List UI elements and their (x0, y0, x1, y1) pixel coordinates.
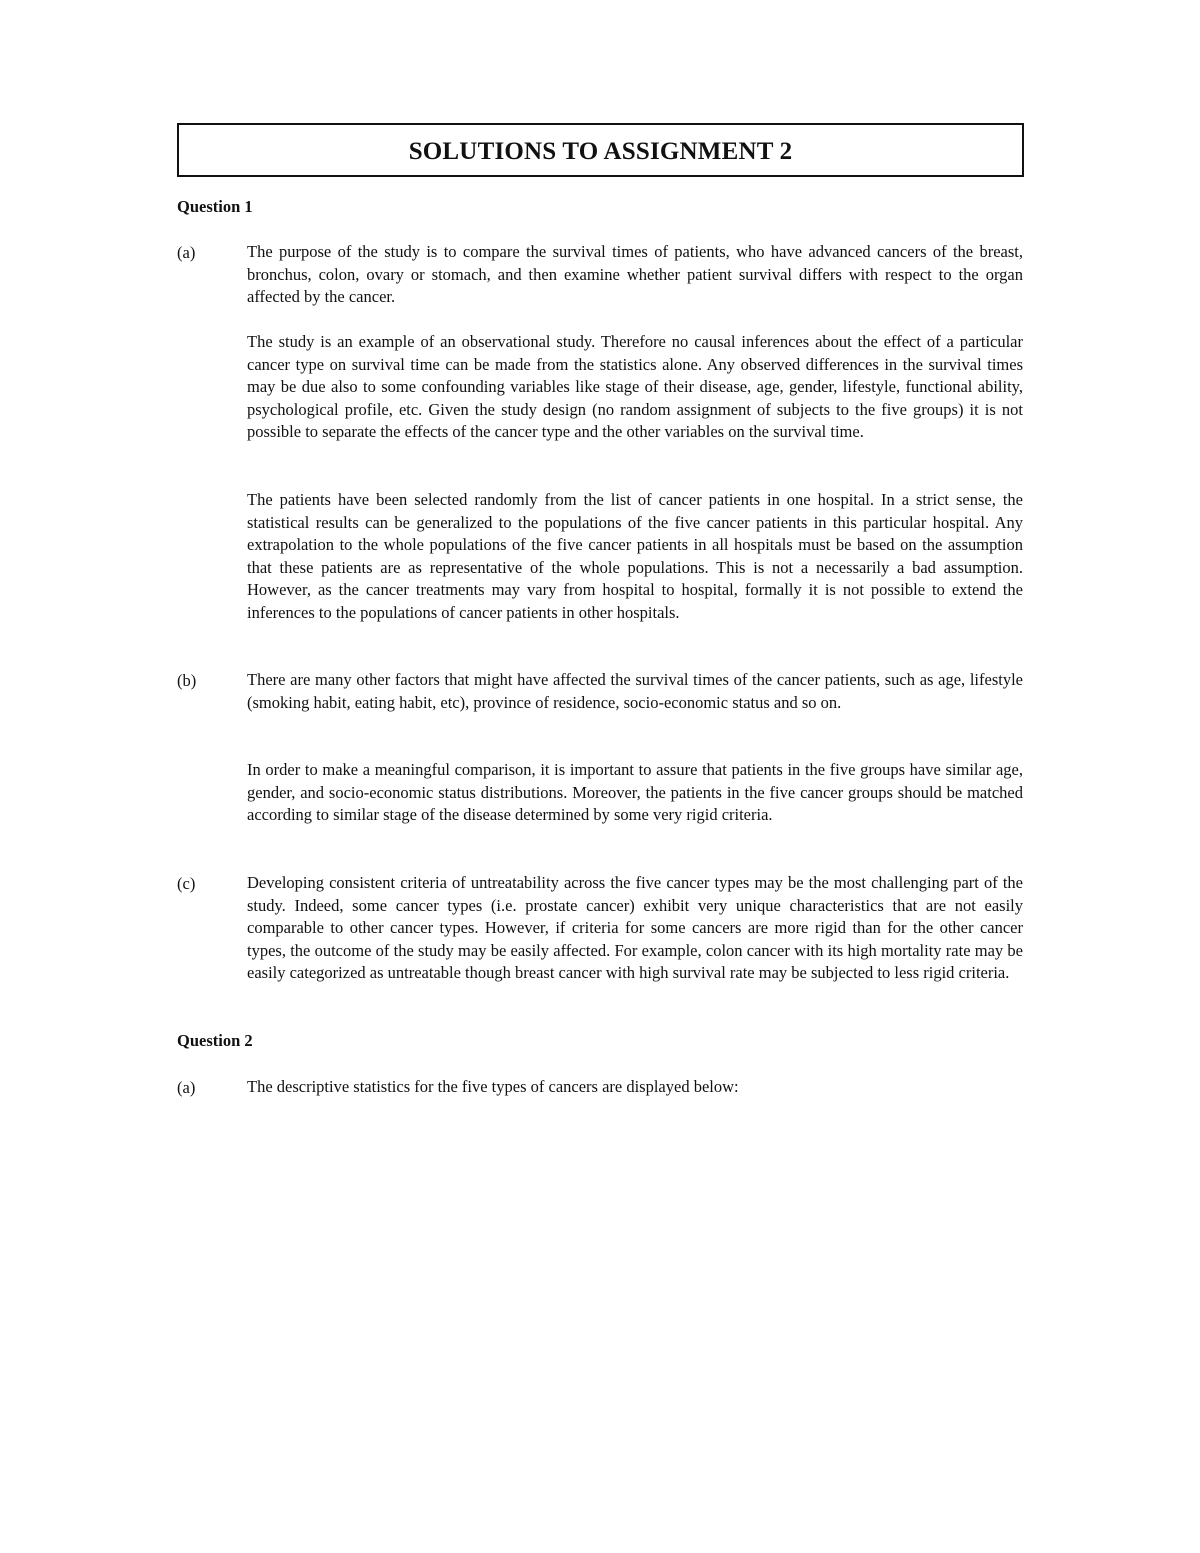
q1-b-paragraph-1: There are many other factors that might have affected the survival times of the cancer patients, such as age, lifestyle (smoking habit, eating habit, etc), province of residence, socio-economic status and so on. (247, 670, 1023, 712)
q1-c-paragraph-1: Developing consistent criteria of untreatability across the five cancer types may be the most challenging part of the study. Indeed, some cancer types (i.e. prostate cancer) exhibit very unique characteristics that are not easily comparable to other cancer types. However, if criteria for some cancers are more rigid than for the other cancer types, the outcome of the study may be easily affected. For example, colon cancer with its high mortality rate may be easily categorized as untreatable though breast cancer with high survival rate may be subjected to less rigid criteria. (247, 873, 1023, 983)
page-title: SOLUTIONS TO ASSIGNMENT 2 (408, 138, 793, 165)
q1-a-paragraph-2: The study is an example of an observational study. Therefore no causal inferences about the effect of a particular cancer type on survival time can be made from the statistics alone. Any observed differences in the survival times may be due also to some confounding variables like stage of their disease, age, gender, lifestyle, functional ability, psychological profile, etc. Given the study design (no random assignment of subjects to the five groups) it is not possible to separate the effects of the cancer type and the other variables on the survival time. (247, 332, 1023, 442)
q1-part-b-label: (b) (177, 671, 197, 690)
title-box (177, 123, 1024, 177)
q1-part-c-label: (c) (177, 874, 196, 893)
q1-part-a-label: (a) (177, 243, 196, 262)
q1-a-paragraph-3: The patients have been selected randomly from the list of cancer patients in one hospital. In a strict sense, the statistical results can be generalized to the populations of the five cancer patients in this particular hospital. Any extrapolation to the whole populations of the five cancer patients in all hospitals must be based on the assumption that these patients are as representative of the whole populations. This is not a necessarily a bad assumption. However, as the cancer treatments may vary from hospital to hospital, formally it is not possible to extend the inferences to the populations of cancer patients in other hospitals. (247, 490, 1023, 622)
q2-part-a-label: (a) (177, 1078, 196, 1097)
question-1-heading: Question 1 (177, 197, 253, 216)
q2-a-paragraph-1: The descriptive statistics for the five types of cancers are displayed below: (247, 1077, 739, 1096)
q1-a-paragraph-1: The purpose of the study is to compare the survival times of patients, who have advanced cancers of the breast, bronchus, colon, ovary or stomach, and then examine whether patient survival differs with respect to the organ affected by the cancer. (247, 242, 1023, 307)
question-2-heading: Question 2 (177, 1031, 253, 1050)
q1-b-paragraph-2: In order to make a meaningful comparison, it is important to assure that patients in the five groups have similar age, gender, and socio-economic status distributions. Moreover, the patients in the five cancer groups should be matched according to similar stage of the disease determined by some very rigid criteria. (247, 760, 1023, 825)
